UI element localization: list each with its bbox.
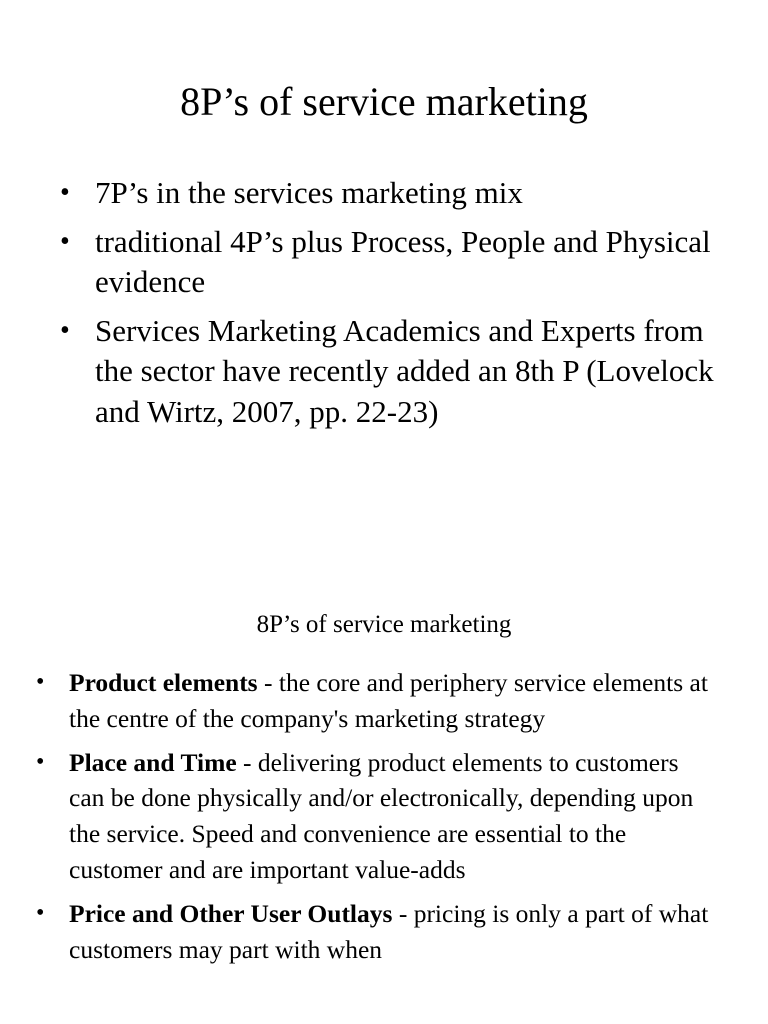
bullet-icon: • — [60, 225, 70, 257]
bullet-term: Product elements — [69, 668, 258, 697]
slide-2 — [0, 560, 768, 1024]
bullet-icon: • — [60, 177, 70, 208]
slide-2-bullet-item — [36, 896, 716, 968]
bullet-icon: • — [36, 748, 45, 775]
slide-1-bullet-item — [60, 311, 720, 433]
bullet-icon: • — [36, 669, 45, 695]
slide-2-title: 8P’s of service marketing — [256, 611, 512, 638]
slide-1-bullet-list — [60, 173, 720, 440]
slide-2-bullet-list — [36, 665, 716, 975]
slide-1-bullet-item — [60, 173, 720, 214]
bullet-description: - delivering product elements to customers can be done physically and/or electronically, depending upon the service. Speed and convenience are essential to the customer and are important value-adds — [69, 747, 694, 884]
bullet-term: Place and Time — [69, 747, 237, 777]
slide-1-title: 8P’s of service marketing — [180, 79, 588, 124]
bullet-icon: • — [60, 314, 70, 346]
bullet-text: traditional 4P’s plus Process, People and Physical evidence — [95, 223, 711, 299]
bullet-description: - the core and periphery service elements at the centre of the company's marketing strategy — [69, 668, 708, 733]
bullet-term: Price and Other User Outlays — [69, 898, 393, 928]
bullet-icon: • — [36, 899, 45, 926]
slide-1-bullet-item — [60, 222, 720, 303]
bullet-text: 7P’s in the services marketing mix — [95, 175, 523, 210]
bullet-text: Services Marketing Academics and Experts from the sector have recently added an 8th P (Lovelock and Wirtz, 2007, pp. 22-23) — [95, 312, 714, 429]
bullet-description: - pricing is only a part of what customers may part with when — [69, 898, 709, 964]
slide-2-bullet-item — [36, 745, 716, 888]
slide-2-bullet-item — [36, 665, 716, 737]
